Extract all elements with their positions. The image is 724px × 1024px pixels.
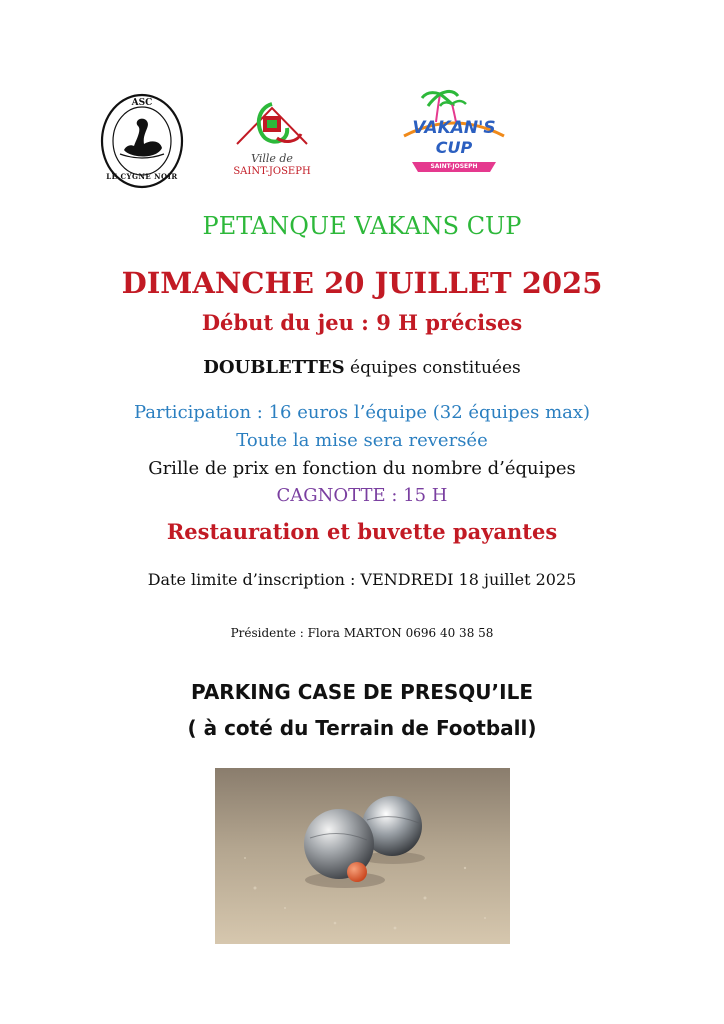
food-drinks-note: Restauration et buvette payantes (166, 519, 558, 544)
stake-note: Toute la mise sera reversée (236, 430, 488, 451)
format-rest: équipes constituées (344, 358, 521, 378)
vakans-line2: CUP (435, 138, 473, 157)
participation-fee: Participation : 16 euros l’équipe (32 équipes max) (133, 402, 591, 423)
cagnotte-time: CAGNOTTE : 15 H (276, 485, 448, 506)
parking-location: PARKING CASE DE PRESQU’ILE (191, 680, 533, 704)
prize-grid-note: Grille de prix en fonction du nombre d’équipes (148, 458, 576, 479)
vakans-line3: SAINT-JOSEPH (430, 163, 478, 170)
asc-bottom-text: LE CYGNE NOIR (106, 172, 178, 181)
ville-line1: Ville de (251, 152, 293, 165)
start-time: Début du jeu : 9 H précises (201, 310, 523, 335)
petanque-balls-icon (215, 768, 510, 944)
ville-saint-joseph-logo (227, 98, 317, 188)
game-format (0, 357, 724, 378)
poster-title: PETANQUE VAKANS CUP (202, 212, 522, 240)
asc-cygne-noir-logo (100, 92, 184, 190)
petanque-balls-photo (215, 768, 510, 944)
vakans-cup-logo (398, 88, 510, 176)
location-detail: ( à coté du Terrain de Football) (187, 716, 537, 740)
ville-line2: SAINT-JOSEPH (233, 166, 311, 177)
event-date: DIMANCHE 20 JUILLET 2025 (121, 266, 603, 300)
format-bold: DOUBLETTES (203, 357, 345, 378)
president-contact: Présidente : Flora MARTON 0696 40 38 58 (230, 626, 494, 640)
asc-top-text: ASC (131, 98, 153, 108)
registration-deadline: Date limite d’inscription : VENDREDI 18 juillet 2025 (147, 570, 577, 589)
vakans-line1: VAKAN'S (412, 118, 496, 138)
city-emblem-icon (227, 98, 317, 150)
